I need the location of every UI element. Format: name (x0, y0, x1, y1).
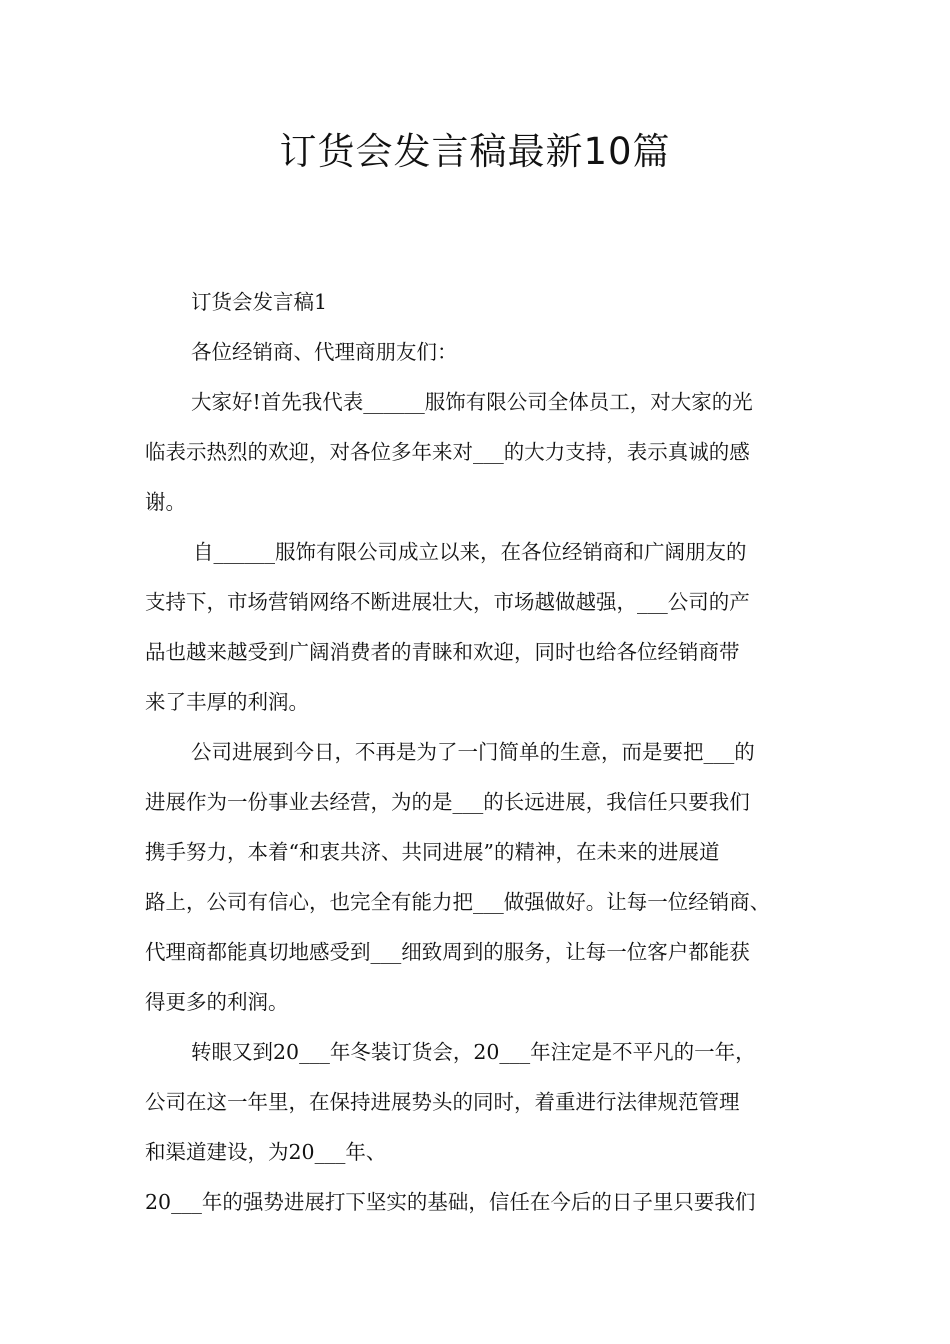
salutation-line: 各位经销商、代理商朋友们： (191, 340, 458, 364)
paragraph-line: 品也越来越受到广阔消费者的青睐和欢迎，同时也给各位经销商带 (145, 640, 740, 664)
paragraph-line: 谢。 (145, 490, 186, 514)
paragraph-line: 公司在这一年里，在保持进展势头的同时，着重进行法律规范管理 (145, 1090, 740, 1114)
document-body (145, 277, 817, 1227)
paragraph-line: 20___年的强势进展打下坚实的基础，信任在今后的日子里只要我们 (145, 1190, 756, 1214)
section-heading: 订货会发言稿1 (191, 290, 328, 314)
paragraph-line: 支持下，市场营销网络不断进展壮大，市场越做越强，___公司的产 (145, 590, 750, 614)
paragraph-line: 自______服饰有限公司成立以来，在各位经销商和广阔朋友的 (193, 540, 747, 564)
paragraph-line: 进展作为一份事业去经营，为的是___的长远进展，我信任只要我们 (145, 790, 750, 814)
document-title: 订货会发言稿最新10篇 (279, 130, 671, 173)
paragraph-line: 来了丰厚的利润。 (145, 690, 309, 714)
paragraph-line: 转眼又到20___年冬装订货会，20___年注定是不平凡的一年， (191, 1040, 756, 1064)
paragraph-line: 路上，公司有信心，也完全有能力把___做强做好。让每一位经销商、 (145, 890, 771, 914)
paragraph-line: 公司进展到今日，不再是为了一门简单的生意，而是要把___的 (191, 740, 755, 764)
paragraph-line: 携手努力，本着“和衷共济、共同进展”的精神，在未来的进展道 (145, 840, 720, 864)
paragraph-line: 和渠道建设，为20___年、 (145, 1140, 387, 1164)
paragraph-line: 得更多的利润。 (145, 990, 289, 1014)
paragraph-line: 代理商都能真切地感受到___细致周到的服务，让每一位客户都能获 (145, 940, 750, 964)
paragraph-line: 大家好!首先我代表______服饰有限公司全体员工，对大家的光 (191, 390, 753, 414)
paragraph-line: 临表示热烈的欢迎，对各位多年来对___的大力支持，表示真诚的感 (145, 440, 750, 464)
